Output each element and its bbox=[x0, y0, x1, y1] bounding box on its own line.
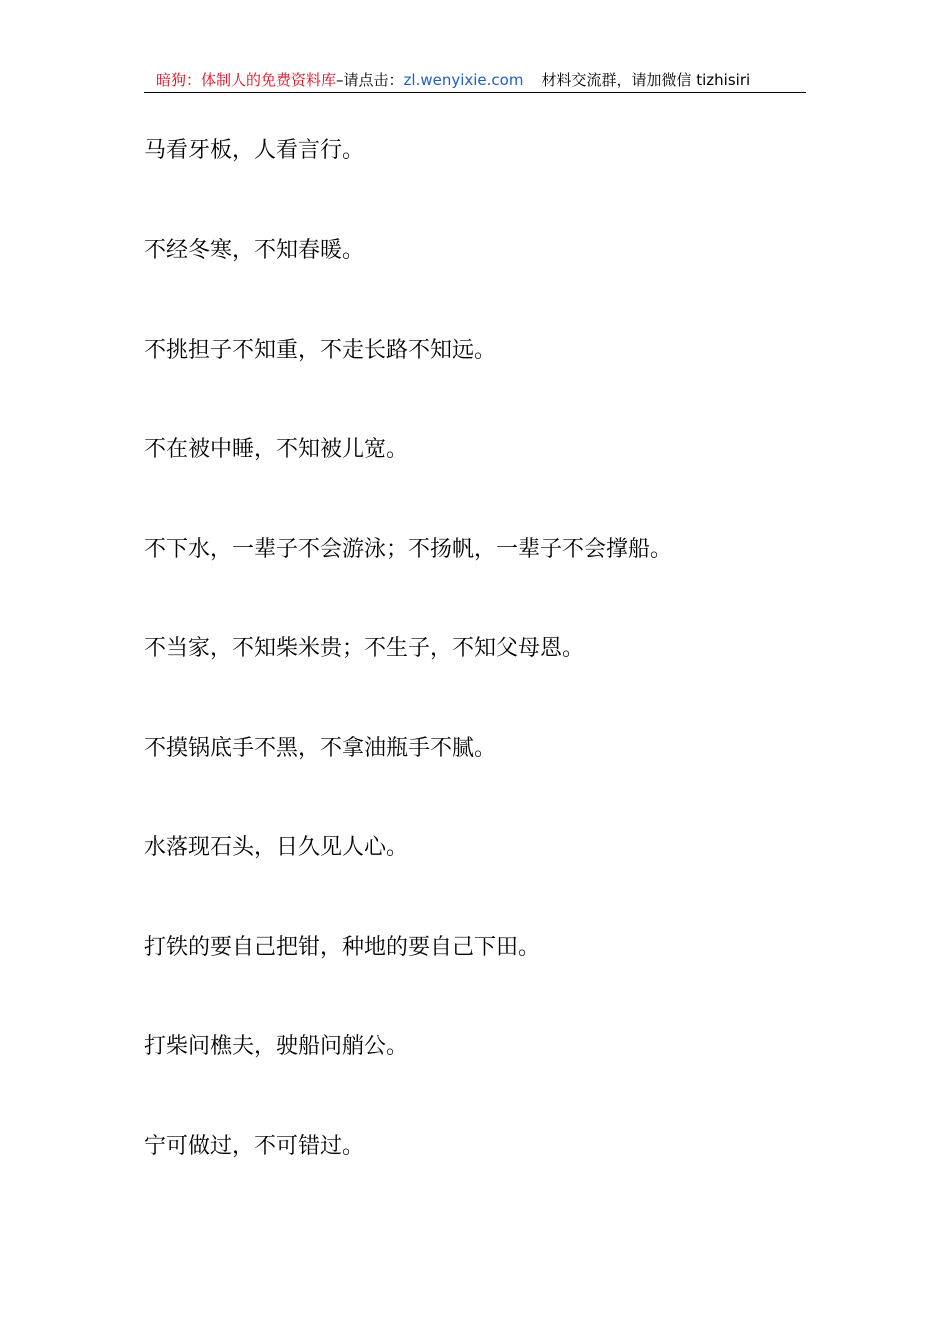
proverb-line: 不摸锅底手不黑，不拿油瓶手不腻。 bbox=[144, 736, 497, 761]
header-prompt: –请点击： bbox=[336, 71, 404, 89]
proverb-line: 打柴问樵夫，驶船问艄公。 bbox=[144, 1034, 409, 1059]
proverb-line: 马看牙板，人看言行。 bbox=[144, 138, 365, 163]
header-brand: 暗狗：体制人的免费资料库 bbox=[156, 71, 337, 89]
page-header bbox=[144, 68, 806, 93]
proverb-line: 宁可做过，不可错过。 bbox=[144, 1134, 365, 1159]
proverb-line: 不下水，一辈子不会游泳；不扬帆，一辈子不会撑船。 bbox=[144, 537, 673, 562]
proverb-line: 不挑担子不知重，不走长路不知远。 bbox=[144, 338, 497, 363]
proverb-line: 打铁的要自己把钳，种地的要自己下田。 bbox=[144, 935, 541, 960]
proverb-line: 不当家，不知柴米贵；不生子，不知父母恩。 bbox=[144, 636, 585, 661]
header-group-info: 材料交流群，请加微信 tizhisiri bbox=[541, 71, 751, 89]
proverb-line: 水落现石头，日久见人心。 bbox=[144, 835, 409, 860]
proverb-line: 不在被中睡，不知被儿宽。 bbox=[144, 437, 409, 462]
proverb-line: 不经冬寒，不知春暖。 bbox=[144, 238, 365, 263]
header-link[interactable]: zl.wenyixie.com bbox=[403, 71, 524, 89]
